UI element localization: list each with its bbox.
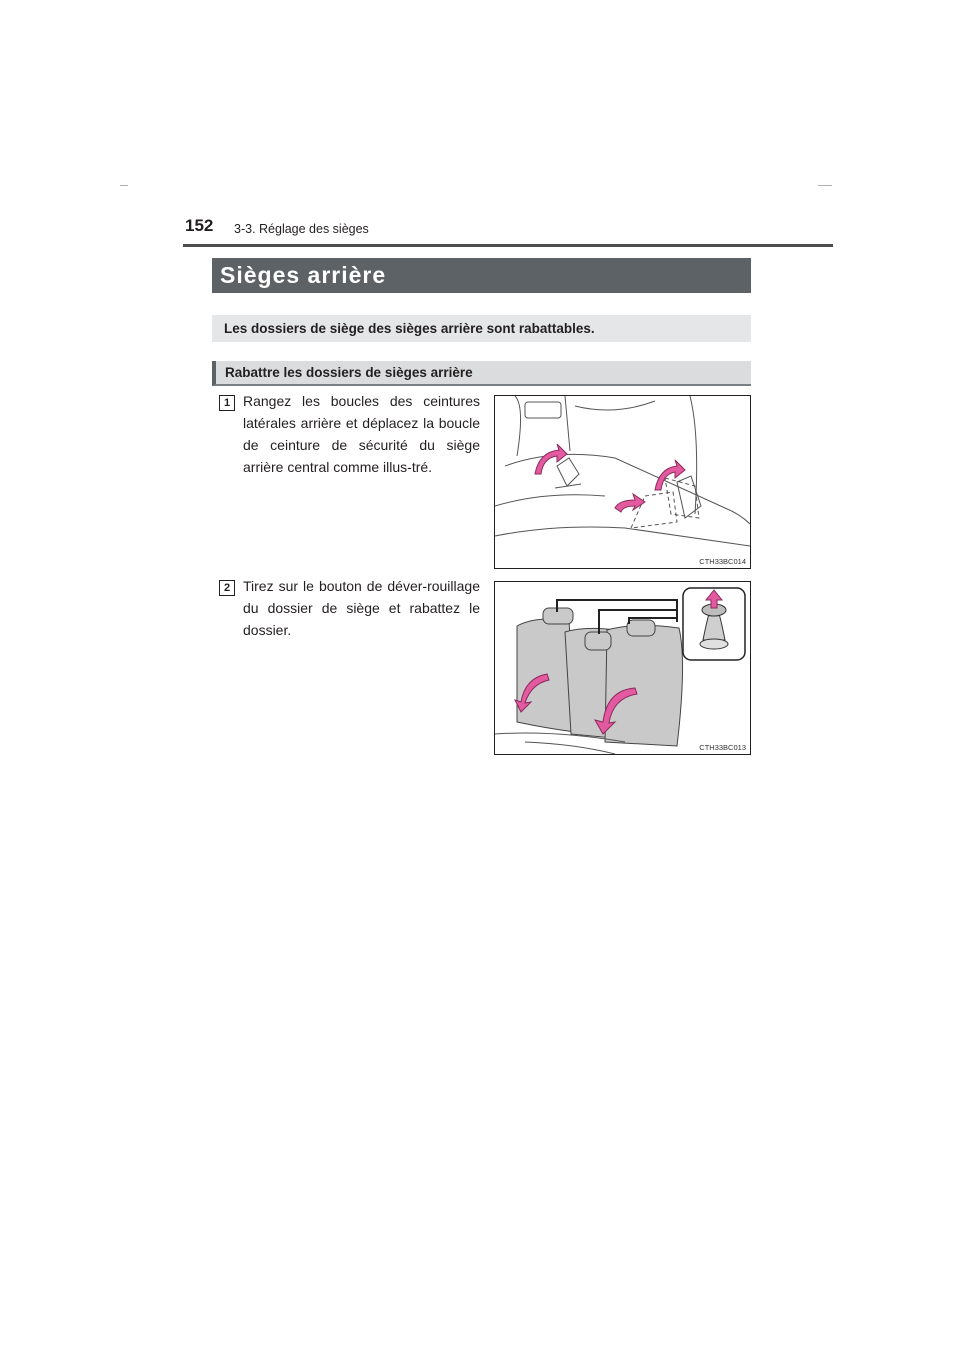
figure-code: CTH33BC013 [699,743,746,752]
step-1-text: Rangez les boucles des ceintures latérales arrière et déplacez la boucle de ceinture de sécurité du siège arrière central comme illus-tré. [243,393,480,475]
step-1-number: 1 [219,395,235,411]
step-2-number: 2 [219,580,235,596]
figure-seatback-release [494,581,751,755]
crop-mark-left [120,185,128,186]
seatbelt-illustration [495,396,750,568]
page-number: 152 [185,216,214,235]
figure-code: CTH33BC014 [699,557,746,566]
header-rule [183,244,833,247]
crop-mark-right [818,185,832,186]
subsection-heading: Rabattre les dossiers de sièges arrière [212,361,751,386]
figure-seatbelt-buckles [494,395,751,569]
intro-text: Les dossiers de siège des sièges arrière sont rabattables. [212,315,751,342]
seatback-illustration [495,582,750,754]
page-title: Sièges arrière [212,258,751,293]
step-2-text: Tirez sur le bouton de déver-rouillage du dossier de siège et rabattez le dossier. [243,578,480,638]
section-reference: 3-3. Réglage des sièges [234,222,369,236]
